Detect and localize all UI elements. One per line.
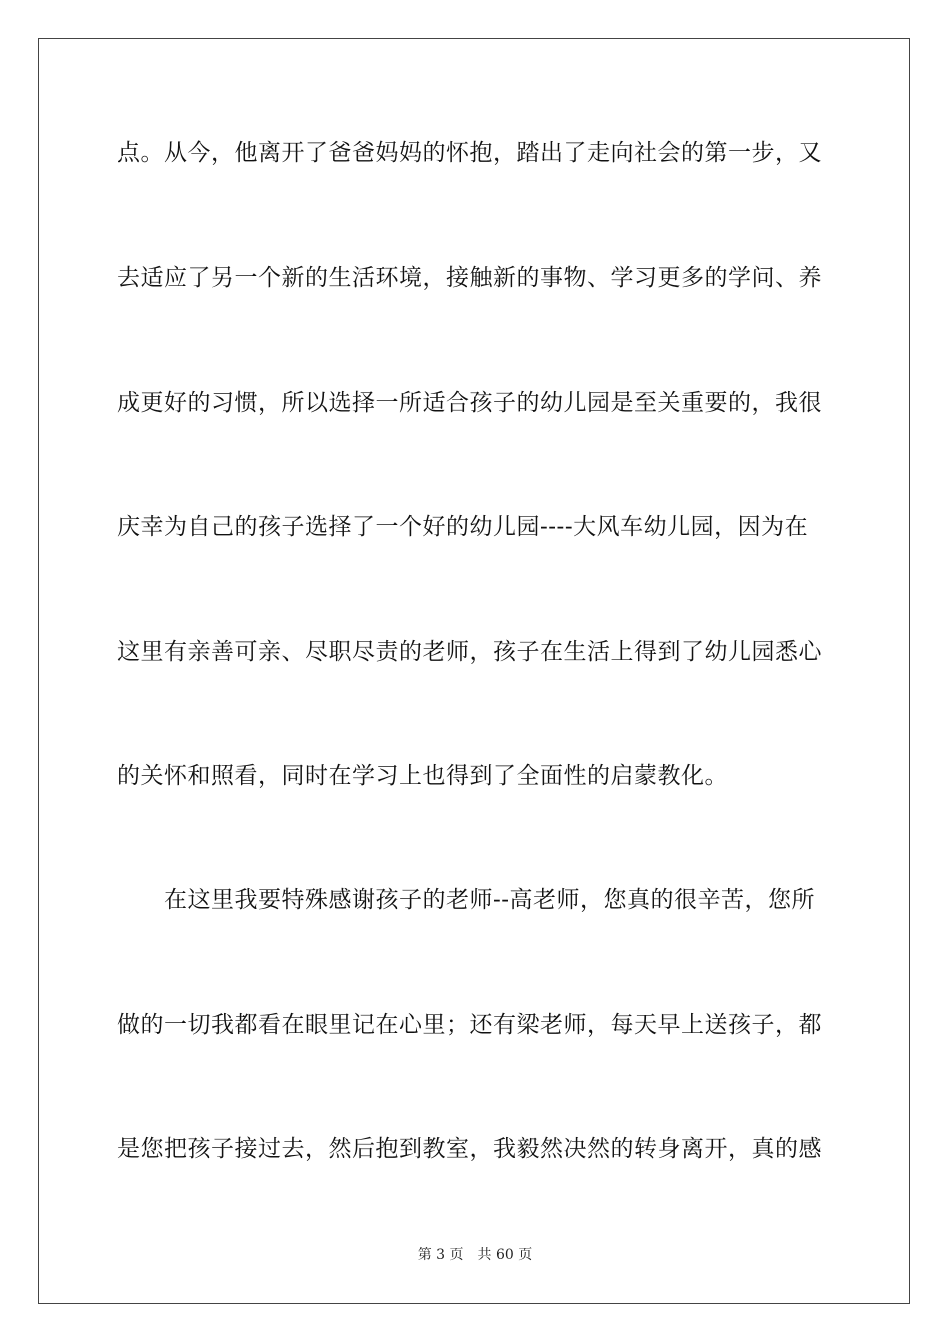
body-text-line: 点。从今，他离开了爸爸妈妈的怀抱，踏出了走向社会的第一步，又 bbox=[117, 140, 822, 166]
body-text-line: 成更好的习惯，所以选择一所适合孩子的幼儿园是至关重要的，我很 bbox=[117, 390, 822, 416]
page-footer bbox=[0, 1246, 950, 1264]
body-text-line: 做的一切我都看在眼里记在心里；还有梁老师，每天早上送孩子，都 bbox=[117, 1012, 822, 1038]
page-number: 第 3 页 bbox=[417, 1247, 464, 1263]
body-text-line: 去适应了另一个新的生活环境，接触新的事物、学习更多的学问、养 bbox=[117, 265, 822, 291]
body-text-line: 这里有亲善可亲、尽职尽责的老师，孩子在生活上得到了幼儿园悉心 bbox=[117, 639, 822, 665]
body-text-line: 庆幸为自己的孩子选择了一个好的幼儿园----大风车幼儿园，因为在 bbox=[117, 514, 809, 540]
body-text-line: 的关怀和照看，同时在学习上也得到了全面性的启蒙教化。 bbox=[117, 763, 728, 789]
page-border bbox=[38, 38, 910, 1304]
paragraph-first-line: 在这里我要特殊感谢孩子的老师--高老师，您真的很辛苦，您所 bbox=[164, 887, 816, 913]
page-total: 共 60 页 bbox=[477, 1247, 533, 1263]
body-text-line: 是您把孩子接过去，然后抱到教室，我毅然决然的转身离开，真的感 bbox=[117, 1136, 822, 1162]
